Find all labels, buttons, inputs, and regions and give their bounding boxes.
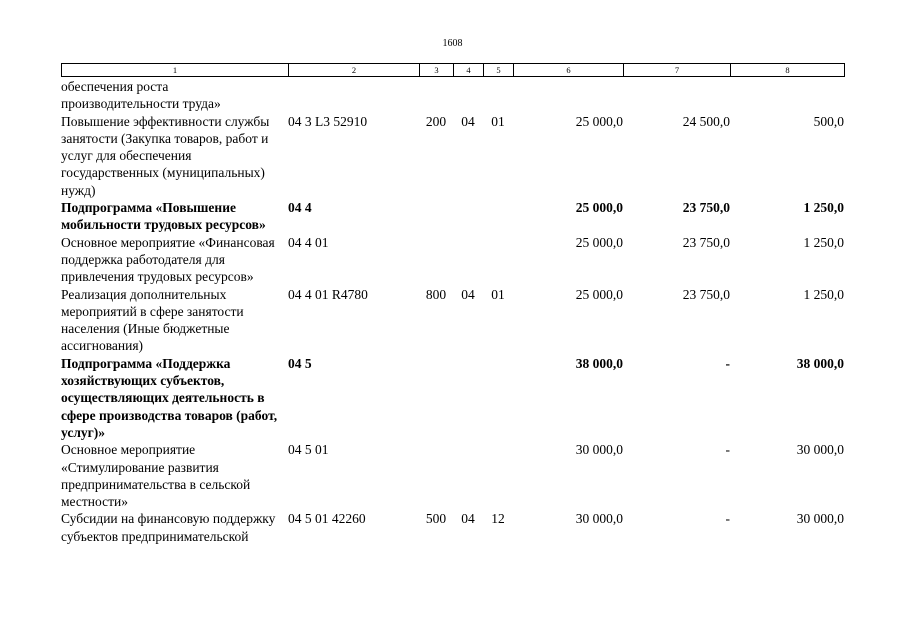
target-code: 04 4: [288, 200, 312, 216]
amount-col6: [513, 78, 623, 113]
amount-col6: 25 000,0: [575, 200, 623, 216]
amount-col7: 24 500,0: [682, 113, 730, 129]
column-number-header: [61, 63, 845, 77]
subsection: 01: [491, 113, 505, 129]
target-code: 04 4 01 R4780: [288, 286, 368, 302]
row-name: Основное мероприятие «Стимулирование развития предпринимательства в сельской местности»: [61, 442, 251, 510]
budget-table: [61, 78, 844, 545]
amount-col6: 25 000,0: [575, 113, 623, 129]
subsection: [483, 355, 513, 441]
amount-col8: [730, 78, 844, 113]
header-cell: 1: [62, 64, 289, 77]
section: 04: [461, 113, 475, 129]
header-cell: 5: [484, 64, 514, 77]
amount-col8: 38 000,0: [796, 355, 844, 371]
expense-type: 500: [425, 511, 447, 527]
amount-col6: 30 000,0: [575, 511, 623, 527]
amount-col6: 25 000,0: [575, 286, 623, 302]
section: [453, 199, 483, 234]
amount-col7: -: [725, 511, 730, 527]
header-cell: 2: [289, 64, 420, 77]
row-name: Субсидии на финансовую поддержку субъектов предпринимательской: [61, 511, 276, 544]
row-name: Подпрограмма «Поддержка хозяйствующих субъектов, осуществляющих деятельность в сфере производства товаров (работ, услуг)»: [61, 355, 278, 440]
row-name: обеспечения роста производительности труда»: [61, 79, 221, 112]
table-row: [61, 510, 844, 545]
section: [453, 441, 483, 510]
amount-col8: 1 250,0: [803, 200, 844, 216]
expense-type: [419, 78, 453, 113]
subsection: 12: [491, 511, 505, 527]
target-code: 04 3 L3 52910: [288, 113, 368, 129]
header-cell: 3: [420, 64, 454, 77]
row-name: Повышение эффективности службы занятости (Закупка товаров, работ и услуг для обеспечения государственных (муниципальных) нужд): [61, 113, 270, 198]
header-cell: 7: [624, 64, 731, 77]
subsection: 01: [491, 286, 505, 302]
amount-col8: 1 250,0: [803, 286, 844, 302]
header-cell: 4: [454, 64, 484, 77]
table-row: [61, 78, 844, 113]
section: 04: [461, 511, 475, 527]
amount-col8: 30 000,0: [796, 511, 844, 527]
header-cell: 6: [514, 64, 624, 77]
section: [453, 78, 483, 113]
expense-type: [419, 234, 453, 286]
amount-col7: 23 750,0: [682, 200, 730, 216]
amount-col8: 500,0: [813, 113, 844, 129]
target-code: 04 5 01: [288, 442, 329, 458]
expense-type: 800: [425, 286, 447, 302]
page-number: 1608: [442, 38, 463, 49]
subsection: [483, 78, 513, 113]
amount-col8: 30 000,0: [796, 442, 844, 458]
row-name: Основное мероприятие «Финансовая поддержка работодателя для привлечения трудовых ресурсов»: [61, 234, 275, 285]
subsection: [483, 234, 513, 286]
target-code: 04 4 01: [288, 234, 329, 250]
table-row: [61, 113, 844, 199]
section: [453, 234, 483, 286]
table-row: [61, 441, 844, 510]
subsection: [483, 441, 513, 510]
table-row: [61, 286, 844, 355]
table-row: [61, 199, 844, 234]
section: [453, 355, 483, 441]
expense-type: [419, 355, 453, 441]
amount-col7: -: [725, 355, 730, 371]
target-code: [288, 78, 419, 113]
target-code: 04 5: [288, 355, 312, 371]
target-code: 04 5 01 42260: [288, 511, 366, 527]
expense-type: [419, 441, 453, 510]
row-name: Подпрограмма «Повышение мобильности трудовых ресурсов»: [61, 200, 266, 233]
table-row: [61, 355, 844, 441]
header-cell: 8: [731, 64, 845, 77]
amount-col8: 1 250,0: [803, 234, 844, 250]
subsection: [483, 199, 513, 234]
table-row: [61, 234, 844, 286]
amount-col7: 23 750,0: [682, 286, 730, 302]
amount-col6: 30 000,0: [575, 442, 623, 458]
row-name: Реализация дополнительных мероприятий в сфере занятости населения (Иные бюджетные ассигнования): [61, 286, 244, 354]
amount-col6: 38 000,0: [575, 355, 623, 371]
amount-col7: -: [725, 442, 730, 458]
amount-col6: 25 000,0: [575, 234, 623, 250]
expense-type: [419, 199, 453, 234]
section: 04: [461, 286, 475, 302]
amount-col7: 23 750,0: [682, 234, 730, 250]
expense-type: 200: [425, 113, 447, 129]
amount-col7: [623, 78, 730, 113]
